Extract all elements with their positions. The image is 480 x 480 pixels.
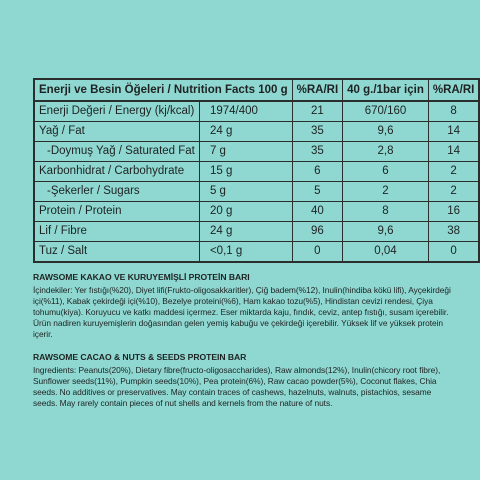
row-per-bar: 9,6 [343, 222, 429, 242]
row-per-100g: 24 g [199, 122, 292, 142]
turkish-heading: RAWSOME KAKAO VE KURUYEMİŞLİ PROTEİN BARI [33, 272, 250, 282]
row-label: -Doymuş Yağ / Saturated Fat [34, 142, 199, 162]
row-label: Lif / Fibre [34, 222, 199, 242]
header-nutrients: Enerji ve Besin Öğeleri / Nutrition Facts 100 g [34, 79, 292, 101]
row-per-bar: 0,04 [343, 242, 429, 263]
table-row [34, 242, 479, 263]
table-header-row [34, 79, 479, 101]
row-per-100g: 24 g [199, 222, 292, 242]
english-heading: RAWSOME CACAO & NUTS & SEEDS PROTEIN BAR [33, 352, 247, 362]
row-ra-bar: 14 [428, 122, 479, 142]
row-label: -Şekerler / Sugars [34, 182, 199, 202]
row-label: Tuz / Salt [34, 242, 199, 263]
row-ra-bar: 0 [428, 242, 479, 263]
row-per-bar: 2,8 [343, 142, 429, 162]
table-row [34, 101, 479, 122]
row-label: Karbonhidrat / Carbohydrate [34, 162, 199, 182]
turkish-ingredients [33, 272, 451, 340]
row-ra-100g: 35 [292, 142, 343, 162]
table-row [34, 222, 479, 242]
nutrition-facts-table [33, 78, 480, 263]
table-row [34, 182, 479, 202]
table-body [34, 101, 479, 262]
row-per-100g: 1974/400 [199, 101, 292, 122]
turkish-body: İçindekiler: Yer fıstığı(%20), Diyet lifi(Frukto-oligosakkaritler), Çiğ badem(%12), Inulin(hindiba kökü lifi), Ayçekirdeği içi(%11), Kabak çekirdeği içi(%10), Bezelye proteini(%6), Ham kakao tozu(%5), Hindistan cevizi rendesi, Çiya tohumu(kiya). Koruyucu ve katkı maddesi içermez. Eser miktarda kaju, fındık, ceviz, antep fıstığı, susam içerebilir. Ürün nadiren kuruyemişlerin doğasından gelen yemiş kabuğu ve çekirdeği içerebilir. Yüksek lif ve yüksek protein içerir. [33, 285, 451, 339]
row-ra-bar: 8 [428, 101, 479, 122]
row-per-100g: 20 g [199, 202, 292, 222]
row-per-bar: 2 [343, 182, 429, 202]
row-ra-bar: 2 [428, 182, 479, 202]
table-row [34, 122, 479, 142]
row-per-100g: 7 g [199, 142, 292, 162]
table-row [34, 162, 479, 182]
row-ra-bar: 14 [428, 142, 479, 162]
table-row [34, 142, 479, 162]
header-ra-bar: %RA/RI [428, 79, 479, 101]
row-ra-100g: 5 [292, 182, 343, 202]
row-per-bar: 6 [343, 162, 429, 182]
row-ra-100g: 6 [292, 162, 343, 182]
row-ra-bar: 38 [428, 222, 479, 242]
row-label: Protein / Protein [34, 202, 199, 222]
row-ra-bar: 2 [428, 162, 479, 182]
row-per-bar: 9,6 [343, 122, 429, 142]
header-ra-100g: %RA/RI [292, 79, 343, 101]
row-per-bar: 670/160 [343, 101, 429, 122]
english-body: Ingredients: Peanuts(20%), Dietary fibre(fructo-oligosaccharides), Raw almonds(12%), Inulin(chicory root fibre), Sunflower seeds(11%), Pumpkin seeds(10%), Pea protein(6%), Raw cacao powder(5%), Coconut flakes, Chia seeds. No additives or preservatives. May contain traces of cashews, hazelnuts, walnuts, pistachios, sesame seeds. May rarely contain pieces of nut shells and kernels from the nature of nuts. [33, 365, 441, 408]
row-label: Yağ / Fat [34, 122, 199, 142]
row-ra-100g: 40 [292, 202, 343, 222]
english-ingredients [33, 352, 451, 409]
row-ra-100g: 0 [292, 242, 343, 263]
row-per-100g: <0,1 g [199, 242, 292, 263]
row-per-100g: 5 g [199, 182, 292, 202]
row-per-100g: 15 g [199, 162, 292, 182]
row-label: Enerji Değeri / Energy (kj/kcal) [34, 101, 199, 122]
row-ra-100g: 35 [292, 122, 343, 142]
row-ra-100g: 21 [292, 101, 343, 122]
row-ra-bar: 16 [428, 202, 479, 222]
header-per-bar: 40 g./1bar için [343, 79, 429, 101]
table-row [34, 202, 479, 222]
row-ra-100g: 96 [292, 222, 343, 242]
row-per-bar: 8 [343, 202, 429, 222]
